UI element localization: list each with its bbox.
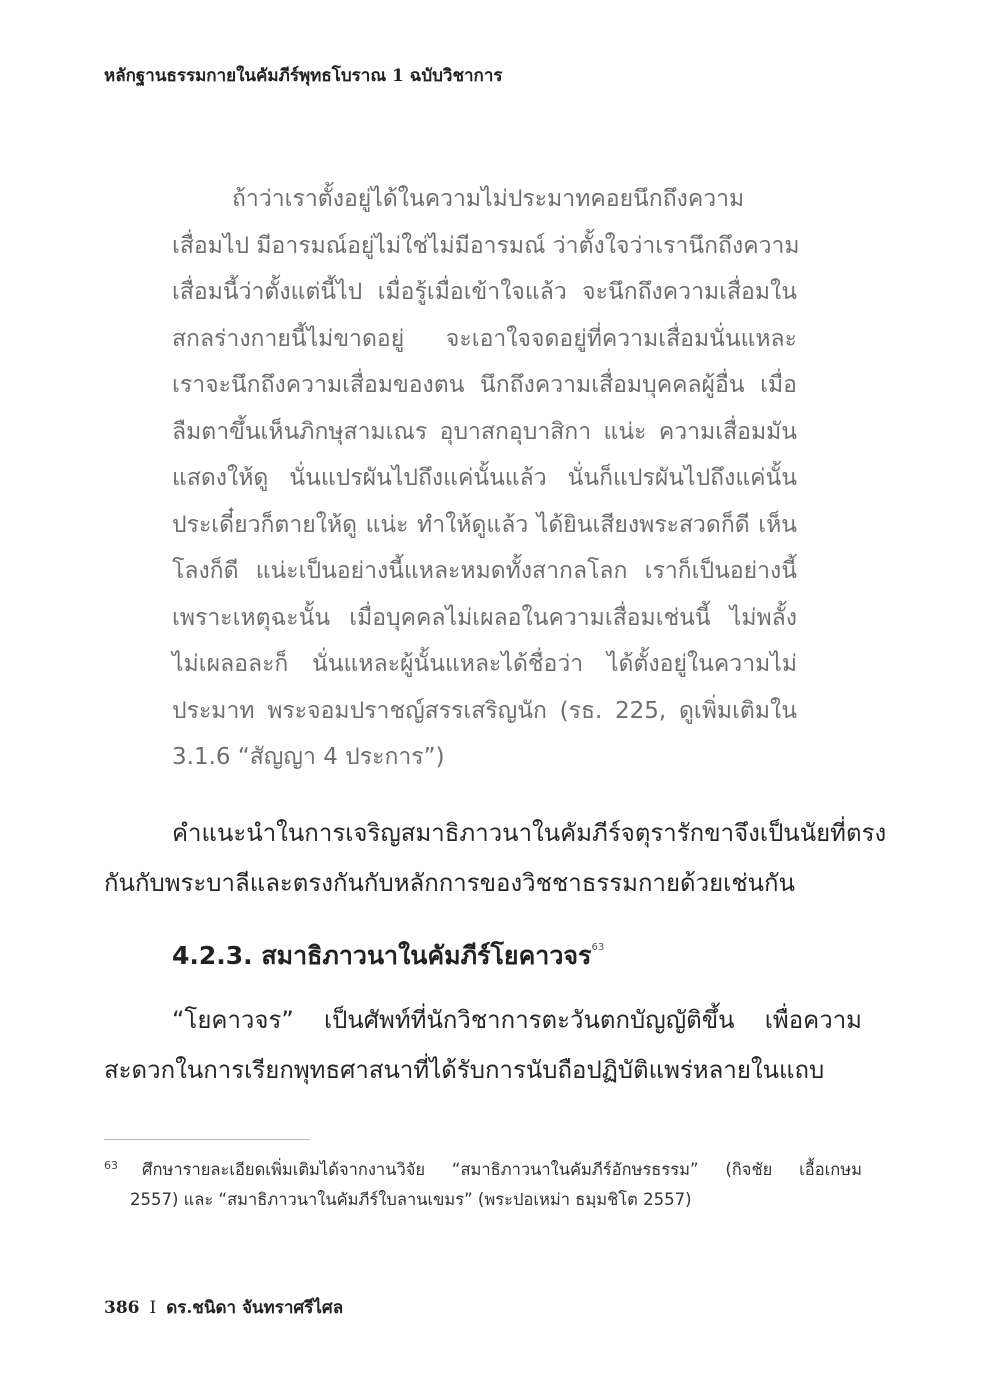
quote-line: เพราะเหตุฉะนั้น เมื่อบุคคลไม่เผลอในความเสื่อมเช่นนี้ ไม่พลั้ง (172, 604, 797, 631)
paragraph-line: “โยคาวจร” เป็นศัพท์ที่นักวิชาการตะวันตกบัญญัติขึ้น เพื่อความ (172, 1006, 862, 1034)
author-name: ดร.ชนิดา จันทราศรีไศล (166, 1298, 344, 1318)
quote-line: เสื่อมนี้ว่าตั้งแต่นี้ไป เมื่อรู้เมื่อเข้าใจแล้ว จะนึกถึงความเสื่อมใน (172, 279, 797, 305)
quote-line: 3.1.6 “สัญญา 4 ประการ”) (172, 744, 445, 770)
quote-line: ประมาท พระจอมปราชญ์สรรเสริญนัก (รธ. 225, ดูเพิ่มเติมใน (172, 697, 797, 724)
page-number: 386 (104, 1298, 140, 1318)
running-header (104, 62, 904, 89)
footnote-line: 2557) และ “สมาธิภาวนาในคัมภีร์ใบลานเขมร” (พระปอเหม่า ธมฺมชิโต 2557) (130, 1190, 692, 1209)
running-title: หลักฐานธรรมกายในคัมภีร์พุทธโบราณ 1 ฉบับวิชาการ (104, 66, 503, 86)
paragraph-line: คำแนะนำในการเจริญสมาธิภาวนาในคัมภีร์จตุรารักขาจึงเป็นนัยที่ตรง (172, 819, 887, 847)
quote-line: เราจะนึกถึงความเสื่อมของตน นึกถึงความเสื่อมบุคคลผู้อื่น เมื่อ (172, 372, 797, 398)
quote-line: โลงก็ดี แน่ะเป็นอย่างนี้แหละหมดทั้งสากลโลก เราก็เป็นอย่างนี้ (172, 558, 797, 584)
paragraph-line: กันกับพระบาลีและตรงกันกับหลักการของวิชชาธรรมกายด้วยเช่นกัน (104, 869, 795, 897)
quote-line: สกลร่างกายนี้ไม่ขาดอยู่ จะเอาใจจดอยู่ที่ความเสื่อมนั่นแหละ (172, 325, 797, 352)
section-heading (172, 936, 604, 976)
quote-line: ประเดี๋ยวก็ตายให้ดู แน่ะ ทำให้ดูแล้ว ได้ยินเสียงพระสวดก็ดี เห็น (172, 511, 797, 538)
quote-line: ถ้าว่าเราตั้งอยู่ได้ในความไม่ประมาทคอยนึกถึงความ (232, 186, 745, 212)
page-footer (104, 1294, 343, 1321)
footnote-divider (104, 1139, 310, 1140)
footnote (104, 1155, 862, 1215)
quote-line: ลืมตาขึ้นเห็นภิกษุสามเณร อุบาสกอุบาสิกา แน่ะ ความเสื่อมมัน (172, 418, 797, 445)
paragraph-line: สะดวกในการเรียกพุทธศาสนาที่ได้รับการนับถือปฏิบัติแพร่หลายในแถบ (104, 1056, 825, 1084)
section-heading-text: 4.2.3. สมาธิภาวนาในคัมภีร์โยคาวจร (172, 941, 592, 970)
footer-separator: I (149, 1298, 157, 1318)
quote-line: ไม่เผลอละก็ นั่นแหละผู้นั้นแหละได้ชื่อว่า ได้ตั้งอยู่ในความไม่ (172, 651, 797, 677)
footnote-reference: 63 (591, 942, 605, 953)
block-quote (172, 176, 800, 781)
body-paragraph-1 (104, 808, 887, 908)
footnote-number: 63 (104, 1159, 118, 1172)
footnote-line: ศึกษารายละเอียดเพิ่มเติมได้จากงานวิจัย “สมาธิภาวนาในคัมภีร์อักษรธรรม” (กิจชัย เอื้อเกษม (142, 1160, 862, 1179)
quote-line: เสื่อมไป มีอารมณ์อยู่ไม่ใช่ไม่มีอารมณ์ ว่าตั้งใจว่าเรานึกถึงความ (172, 232, 800, 259)
quote-line: แสดงให้ดู นั่นแปรผันไปถึงแค่นั้นแล้ว นั่นก็แปรผันไปถึงแค่นั้น (172, 465, 797, 491)
body-paragraph-2 (104, 995, 862, 1095)
